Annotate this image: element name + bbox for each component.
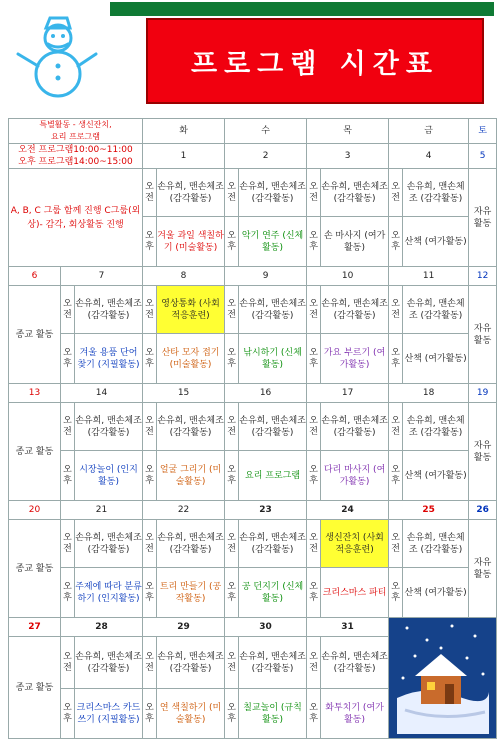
day-number: 22 — [143, 501, 225, 520]
header-area — [0, 0, 504, 118]
day-number: 7 — [61, 267, 143, 286]
free-activity: 자유 활동 — [469, 169, 497, 267]
schedule-cell: 화투치기 (여가활동) — [321, 689, 389, 739]
free-activity: 자유 활동 — [469, 520, 497, 618]
religious-activity: 종교 활동 — [9, 520, 61, 618]
schedule-cell: 겨울 과일 색칠하기 (미술활동) — [157, 217, 225, 267]
pm-label: 오 후 — [143, 217, 157, 267]
schedule-cell: 손유희, 맨손체조 (감각활동) — [239, 520, 307, 568]
day-number: 25 — [389, 501, 469, 520]
schedule-cell: 가요 부르기 (여가활동) — [321, 334, 389, 384]
schedule-cell: 주제에 따라 분류하기 (인지활동) — [75, 568, 143, 618]
pm-label: 오 후 — [143, 689, 157, 739]
am-label: 오 전 — [61, 286, 75, 334]
am-label: 오 전 — [307, 169, 321, 217]
day-number: 16 — [225, 384, 307, 403]
pm-label: 오 후 — [307, 451, 321, 501]
legend-times: 오전 프로그램10:00~11:00 오후 프로그램14:00~15:00 — [9, 144, 143, 169]
pm-label: 오 후 — [389, 568, 403, 618]
pm-label: 오 후 — [61, 689, 75, 739]
day-number: 29 — [143, 618, 225, 637]
am-label: 오 전 — [389, 403, 403, 451]
day-number: 23 — [225, 501, 307, 520]
schedule-cell: 트리 만들기 (공작활동) — [157, 568, 225, 618]
am-label: 오 전 — [61, 403, 75, 451]
day-number: 20 — [9, 501, 61, 520]
am-label: 오 전 — [143, 169, 157, 217]
am-label: 오 전 — [307, 403, 321, 451]
pm-label: 오 후 — [225, 568, 239, 618]
religious-activity: 종교 활동 — [9, 403, 61, 501]
day-number: 24 — [307, 501, 389, 520]
group-note: A, B, C 그룹 함께 진행 C그룹(외상)- 감각, 회상활동 진행 — [9, 169, 143, 267]
schedule-cell: 시장놀이 (인지활동) — [75, 451, 143, 501]
day-number: 9 — [225, 267, 307, 286]
pm-label: 오 후 — [389, 334, 403, 384]
schedule-cell: 산책 (여가활동) — [403, 217, 469, 267]
day-number: 13 — [9, 384, 61, 403]
am-label: 오 전 — [307, 286, 321, 334]
schedule-cell: 손유희, 맨손체조 (감각활동) — [157, 520, 225, 568]
schedule-cell: 손유희, 맨손체조 (감각활동) — [403, 520, 469, 568]
day-number: 5 — [469, 144, 497, 169]
day-number: 6 — [9, 267, 61, 286]
day-number: 14 — [61, 384, 143, 403]
pm-label: 오 후 — [61, 451, 75, 501]
am-label: 오 전 — [225, 403, 239, 451]
weekday-tue: 화 — [143, 119, 225, 144]
schedule-cell: 손유희, 맨손체조 (감각활동) — [157, 169, 225, 217]
day-number: 11 — [389, 267, 469, 286]
weekday-thu: 목 — [307, 119, 389, 144]
page-title: 프로그램 시간표 — [191, 49, 439, 80]
pm-label: 오 후 — [143, 451, 157, 501]
am-label: 오 전 — [389, 169, 403, 217]
pm-label: 오 후 — [143, 568, 157, 618]
schedule-cell: 연 색칠하기 (미술활동) — [157, 689, 225, 739]
schedule-cell: 손유희, 맨손체조 (감각활동) — [157, 403, 225, 451]
green-banner-bar — [110, 2, 494, 16]
schedule-cell: 손유희, 맨손체조 (감각활동) — [75, 286, 143, 334]
schedule-cell: 손유희, 맨손체조 (감각활동) — [239, 403, 307, 451]
schedule-cell: 크리스마스 파티 — [321, 568, 389, 618]
schedule-cell: 다리 마사지 (여가활동) — [321, 451, 389, 501]
weekday-fri: 금 — [389, 119, 469, 144]
schedule-cell: 산책 (여가활동) — [403, 451, 469, 501]
am-label: 오 전 — [61, 520, 75, 568]
schedule-cell: 손유희, 맨손체조 (감각활동) — [321, 637, 389, 689]
schedule-cell: 손 마사지 (여가활동) — [321, 217, 389, 267]
schedule-cell: 손유희, 맨손체조 (감각활동) — [403, 403, 469, 451]
am-label: 오 전 — [225, 520, 239, 568]
pm-label: 오 후 — [389, 451, 403, 501]
pm-label: 오 후 — [225, 334, 239, 384]
day-number: 10 — [307, 267, 389, 286]
schedule-cell: 손유희, 맨손체조 (감각활동) — [75, 403, 143, 451]
schedule-cell: 손유희, 맨손체조 (감각활동) — [403, 286, 469, 334]
schedule-cell: 손유희, 맨손체조 (감각활동) — [321, 403, 389, 451]
am-label: 오 전 — [143, 286, 157, 334]
schedule-cell: 손유희, 맨손체조 (감각활동) — [239, 169, 307, 217]
schedule-cell: 얼굴 그리기 (미술활동) — [157, 451, 225, 501]
free-activity: 자유 활동 — [469, 403, 497, 501]
schedule-cell: 칠교놀이 (규칙활동) — [239, 689, 307, 739]
schedule-cell: 손유희, 맨손체조 (감각활동) — [321, 286, 389, 334]
day-number: 12 — [469, 267, 497, 286]
schedule-cell: 공 던지기 (신체활동) — [239, 568, 307, 618]
pm-label: 오 후 — [143, 334, 157, 384]
pm-label: 오 후 — [61, 568, 75, 618]
pm-label: 오 후 — [307, 568, 321, 618]
schedule-cell: 산책 (여가활동) — [403, 334, 469, 384]
day-number: 18 — [389, 384, 469, 403]
legend-special: 특별활동 - 생신잔치, 요리 프로그램 — [9, 119, 143, 144]
schedule-cell: 손유희, 맨손체조 (감각활동) — [321, 169, 389, 217]
am-label: 오 전 — [225, 286, 239, 334]
schedule-cell: 손유희, 맨손체조 (감각활동) — [157, 637, 225, 689]
schedule-cell: 손유희, 맨손체조 (감각활동) — [239, 637, 307, 689]
am-label: 오 전 — [389, 520, 403, 568]
am-label: 오 전 — [143, 520, 157, 568]
schedule-cell: 낚시하기 (신체활동) — [239, 334, 307, 384]
weekday-wed: 수 — [225, 119, 307, 144]
schedule-cell: 영상통화 (사회적응훈련) — [157, 286, 225, 334]
pm-label: 오 후 — [225, 451, 239, 501]
schedule-cell: 겨울 용품 단어 찾기 (지필활동) — [75, 334, 143, 384]
pm-label: 오 후 — [307, 217, 321, 267]
day-number: 27 — [9, 618, 61, 637]
day-number: 3 — [307, 144, 389, 169]
day-number: 8 — [143, 267, 225, 286]
schedule-cell: 손유희, 맨손체조 (감각활동) — [403, 169, 469, 217]
schedule-table — [8, 118, 497, 739]
day-number: 26 — [469, 501, 497, 520]
weekday-sat: 토 — [469, 119, 497, 144]
schedule-cell: 산타 모자 접기 (미술활동) — [157, 334, 225, 384]
pm-label: 오 후 — [225, 689, 239, 739]
day-number: 2 — [225, 144, 307, 169]
free-activity: 자유 활동 — [469, 286, 497, 384]
day-number: 15 — [143, 384, 225, 403]
schedule-cell: 손유희, 맨손체조 (감각활동) — [75, 637, 143, 689]
snowman-image — [8, 12, 108, 112]
day-number: 1 — [143, 144, 225, 169]
schedule-cell: 산책 (여가활동) — [403, 568, 469, 618]
day-number: 4 — [389, 144, 469, 169]
am-label: 오 전 — [225, 637, 239, 689]
winter-house-picture — [389, 618, 497, 739]
pm-label: 오 후 — [307, 334, 321, 384]
day-number: 31 — [307, 618, 389, 637]
pm-label: 오 후 — [307, 689, 321, 739]
schedule-cell: 손유희, 맨손체조 (감각활동) — [239, 286, 307, 334]
day-number: 19 — [469, 384, 497, 403]
am-label: 오 전 — [61, 637, 75, 689]
am-label: 오 전 — [389, 286, 403, 334]
pm-label: 오 후 — [225, 217, 239, 267]
religious-activity: 종교 활동 — [9, 286, 61, 384]
schedule-cell: 손유희, 맨손체조 (감각활동) — [75, 520, 143, 568]
am-label: 오 전 — [143, 403, 157, 451]
schedule-cell: 생신잔치 (사회적응훈련) — [321, 520, 389, 568]
am-label: 오 전 — [307, 520, 321, 568]
day-number: 17 — [307, 384, 389, 403]
schedule-cell: 크리스마스 카드 쓰기 (지필활동) — [75, 689, 143, 739]
am-label: 오 전 — [143, 637, 157, 689]
religious-activity: 종교 활동 — [9, 637, 61, 739]
pm-label: 오 후 — [389, 217, 403, 267]
schedule-cell: 요리 프로그램 — [239, 451, 307, 501]
schedule-cell: 악기 연주 (신체활동) — [239, 217, 307, 267]
day-number: 28 — [61, 618, 143, 637]
am-label: 오 전 — [307, 637, 321, 689]
day-number: 21 — [61, 501, 143, 520]
pm-label: 오 후 — [61, 334, 75, 384]
day-number: 30 — [225, 618, 307, 637]
am-label: 오 전 — [225, 169, 239, 217]
